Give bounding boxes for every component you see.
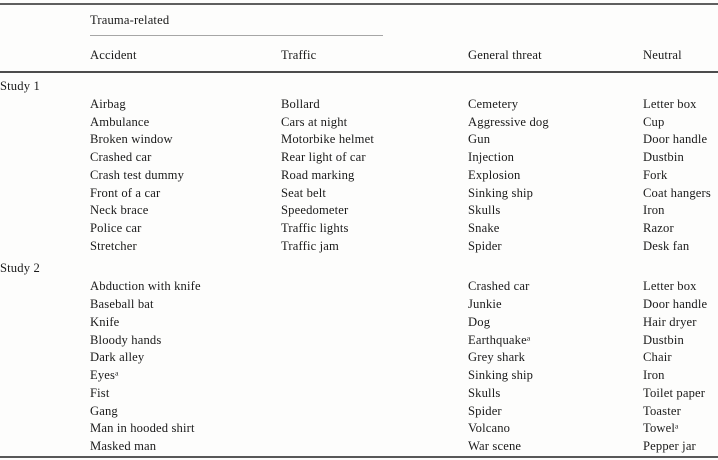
traffic-item xyxy=(281,296,468,314)
table-row xyxy=(0,278,718,296)
accident-item: Abduction with knife xyxy=(90,279,201,294)
section-label: Study 2 xyxy=(0,261,40,276)
accident-item: Gang xyxy=(90,403,118,418)
section-row-study-1 xyxy=(0,73,718,96)
traffic-item xyxy=(281,420,468,438)
traffic-item xyxy=(281,438,468,456)
table-row xyxy=(0,438,718,456)
accident-item: Dark alley xyxy=(90,350,145,365)
general-threat-item: Cemetery xyxy=(468,97,519,111)
table-row xyxy=(0,420,718,438)
table-row xyxy=(0,96,718,114)
row-label-spacer xyxy=(0,238,90,256)
accident-item: Front of a car xyxy=(90,185,161,200)
row-label-spacer xyxy=(0,438,90,456)
accident-item: Knife xyxy=(90,314,120,329)
accident-item: Crashed car xyxy=(90,150,152,165)
section-label: Study 1 xyxy=(0,79,40,93)
traffic-item: Traffic jam xyxy=(281,238,339,253)
table-row xyxy=(0,403,718,421)
col-header-traffic: Traffic xyxy=(281,48,317,62)
traffic-item xyxy=(281,314,468,332)
accident-item: Airbag xyxy=(90,97,126,111)
col-header-general-threat: General threat xyxy=(468,48,542,62)
neutral-item: Iron xyxy=(643,203,665,218)
neutral-item: Dustbin xyxy=(643,150,684,165)
general-threat-item: Explosion xyxy=(468,167,521,182)
table-row xyxy=(0,220,718,238)
group-header-row xyxy=(0,5,718,36)
table-row xyxy=(0,385,718,403)
neutral-item: Toaster xyxy=(643,403,681,418)
neutral-item: Desk fan xyxy=(643,238,690,253)
row-label-spacer xyxy=(0,420,90,438)
table-row xyxy=(0,131,718,149)
neutral-item: Letter box xyxy=(643,97,697,111)
traffic-item xyxy=(281,385,468,403)
group-header-underline xyxy=(90,35,383,36)
row-label-spacer xyxy=(0,220,90,238)
traffic-item xyxy=(281,403,468,421)
neutral-item: Door handle xyxy=(643,297,708,312)
table-row xyxy=(0,167,718,185)
traffic-item xyxy=(281,367,468,385)
traffic-item: Speedometer xyxy=(281,203,349,218)
table-row xyxy=(0,149,718,167)
neutral-item: Coat hangers xyxy=(643,185,711,200)
table-row xyxy=(0,296,718,314)
neutral-item: Iron xyxy=(643,368,665,383)
group-header-label: Trauma-related xyxy=(90,13,170,27)
accident-item: Fist xyxy=(90,385,110,400)
general-threat-item: War scene xyxy=(468,438,522,453)
traffic-item: Bollard xyxy=(281,97,320,111)
row-label-spacer xyxy=(0,185,90,203)
general-threat-item: Earthquakeᵃ xyxy=(468,332,531,347)
column-header-spacer xyxy=(0,36,90,71)
neutral-item: Dustbin xyxy=(643,332,684,347)
general-threat-item: Skulls xyxy=(468,385,501,400)
general-threat-item: Snake xyxy=(468,221,500,236)
general-threat-item: Crashed car xyxy=(468,279,530,294)
row-label-spacer xyxy=(0,403,90,421)
group-header-spacer xyxy=(0,5,90,36)
general-threat-item: Sinking ship xyxy=(468,368,534,383)
row-label-spacer xyxy=(0,202,90,220)
neutral-item: Razor xyxy=(643,221,674,236)
general-threat-item: Skulls xyxy=(468,203,501,218)
row-label-spacer xyxy=(0,96,90,114)
table-row xyxy=(0,202,718,220)
traffic-item xyxy=(281,349,468,367)
traffic-item xyxy=(281,332,468,350)
accident-item: Masked man xyxy=(90,438,157,453)
neutral-item: Cup xyxy=(643,114,665,129)
accident-item: Baseball bat xyxy=(90,297,154,312)
neutral-item: Towelᵃ xyxy=(643,421,679,436)
traffic-item xyxy=(281,278,468,296)
col-header-neutral: Neutral xyxy=(643,48,682,62)
accident-item: Stretcher xyxy=(90,238,137,253)
traffic-item: Cars at night xyxy=(281,114,348,129)
general-threat-item: Dog xyxy=(468,314,491,329)
accident-item: Crash test dummy xyxy=(90,167,185,182)
general-threat-item: Injection xyxy=(468,150,515,165)
neutral-item: Pepper jar xyxy=(643,438,696,453)
row-label-spacer xyxy=(0,332,90,350)
row-label-spacer xyxy=(0,131,90,149)
accident-item: Bloody hands xyxy=(90,332,162,347)
table-row xyxy=(0,238,718,256)
traffic-item: Seat belt xyxy=(281,185,327,200)
neutral-item: Fork xyxy=(643,167,668,182)
general-threat-item: Grey shark xyxy=(468,350,526,365)
general-threat-item: Junkie xyxy=(468,297,502,312)
table-row xyxy=(0,114,718,132)
traffic-item: Motorbike helmet xyxy=(281,132,374,147)
general-threat-item: Spider xyxy=(468,238,502,253)
traffic-item: Road marking xyxy=(281,167,355,182)
neutral-item: Door handle xyxy=(643,132,708,147)
traffic-item: Rear light of car xyxy=(281,150,366,165)
general-threat-item: Gun xyxy=(468,132,491,147)
row-label-spacer xyxy=(0,296,90,314)
general-threat-item: Sinking ship xyxy=(468,185,534,200)
neutral-item: Letter box xyxy=(643,279,697,294)
row-label-spacer xyxy=(0,278,90,296)
row-label-spacer xyxy=(0,367,90,385)
row-label-spacer xyxy=(0,167,90,185)
row-label-spacer xyxy=(0,114,90,132)
neutral-item: Hair dryer xyxy=(643,314,697,329)
table-row xyxy=(0,185,718,203)
accident-item: Neck brace xyxy=(90,203,149,218)
table-row xyxy=(0,367,718,385)
table-row xyxy=(0,332,718,350)
accident-item: Eyesᵃ xyxy=(90,368,119,383)
general-threat-item: Volcano xyxy=(468,421,511,436)
group-header-trauma-related xyxy=(90,5,169,36)
general-threat-item: Aggressive dog xyxy=(468,114,549,129)
row-label-spacer xyxy=(0,314,90,332)
col-header-accident: Accident xyxy=(90,48,137,62)
table-row xyxy=(0,349,718,367)
accident-item: Ambulance xyxy=(90,114,150,129)
general-threat-item: Spider xyxy=(468,403,502,418)
column-header-row xyxy=(0,36,718,71)
accident-item: Broken window xyxy=(90,132,173,147)
row-label-spacer xyxy=(0,149,90,167)
neutral-item: Chair xyxy=(643,350,672,365)
row-label-spacer xyxy=(0,385,90,403)
traffic-item: Traffic lights xyxy=(281,221,349,236)
table-bottom-rule xyxy=(0,456,718,458)
row-label-spacer xyxy=(0,349,90,367)
neutral-item: Toilet paper xyxy=(643,385,706,400)
accident-item: Police car xyxy=(90,221,142,236)
accident-item: Man in hooded shirt xyxy=(90,421,195,436)
section-row-study-2 xyxy=(0,255,718,278)
table-row xyxy=(0,314,718,332)
